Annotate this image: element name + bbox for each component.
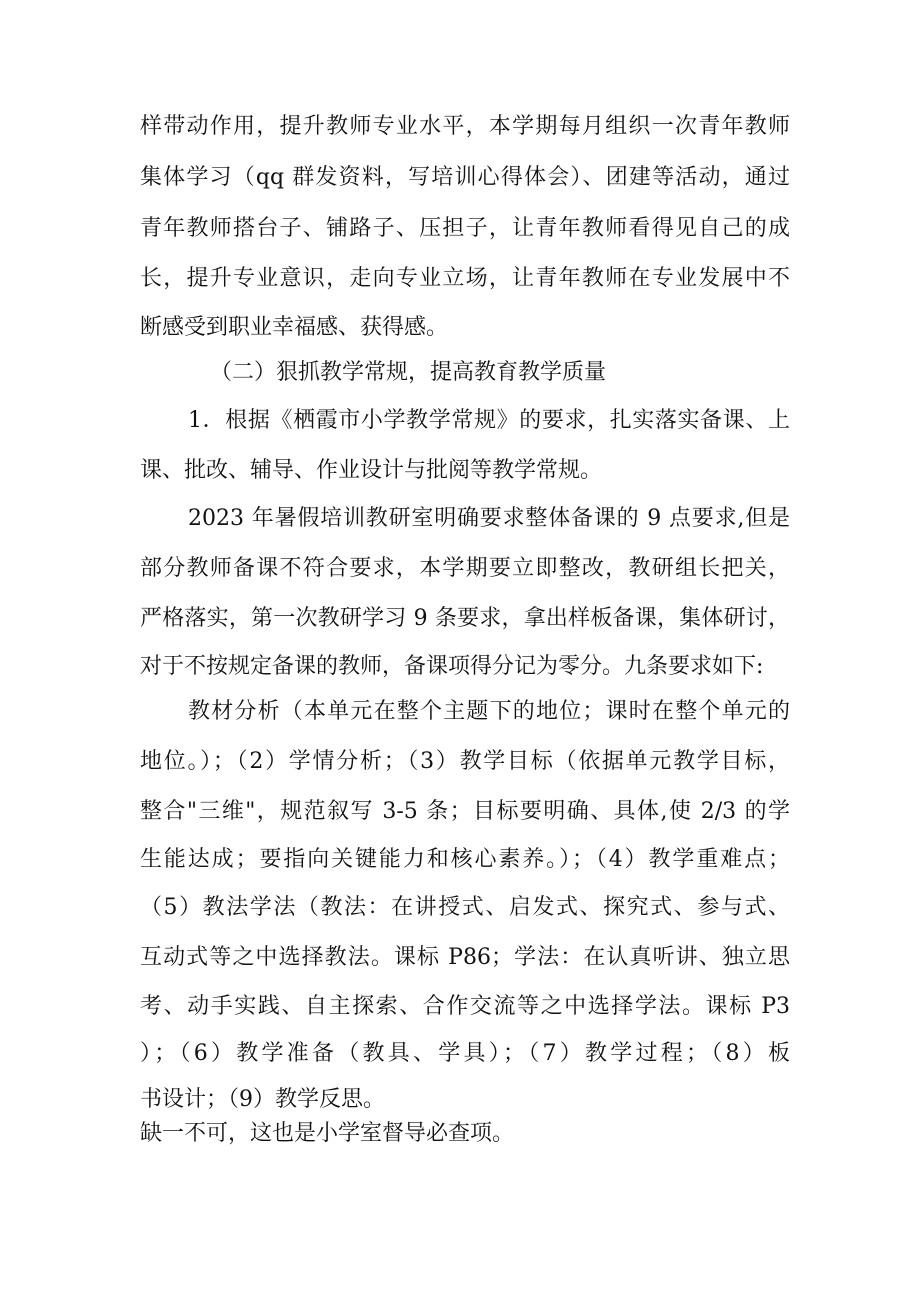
section-heading: （二）狠抓教学常规，提高教育教学质量: [210, 360, 607, 385]
paragraph-line: 生能达成；要指向关键能力和核心素养。）；（4）教学重难点；: [140, 847, 790, 872]
paragraph-line: 样带动作用，提升教师专业水平，本学期每月组织一次青年教师: [140, 114, 790, 139]
paragraph-line: 2023 年暑假培训教研室明确要求整体备课的 9 点要求,但是: [188, 506, 790, 531]
paragraph-line: 1．根据《栖霞市小学教学常规》的要求，扎实落实备课、上: [188, 408, 790, 433]
paragraph-line: 考、动手实践、自主探索、合作交流等之中选择学法。课标 P3: [140, 994, 790, 1019]
paragraph-line: 长，提升专业意识，走向专业立场，让青年教师在专业发展中不: [140, 266, 790, 291]
paragraph-line: （5）教法学法（教法：在讲授式、启发式、探究式、参与式、: [140, 895, 790, 920]
paragraph-line: 书设计；（9）教学反思。: [140, 1087, 385, 1112]
paragraph-line: 部分教师备课不符合要求，本学期要立即整改，教研组长把关，: [140, 556, 790, 581]
paragraph-line: 青年教师搭台子、铺路子、压担子，让青年教师看得见自己的成: [140, 216, 790, 241]
paragraph-line: 整合"三维"，规范叙写 3-5 条；目标要明确、具体,使 2/3 的学: [140, 799, 790, 824]
paragraph-line: 缺一不可，这也是小学室督导必查项。: [140, 1121, 515, 1146]
paragraph-line: 互动式等之中选择教法。课标 P86；学法：在认真听讲、独立思: [140, 945, 790, 970]
paragraph-line: 集体学习（qq 群发资料，写培训心得体会）、团建等活动，通过: [140, 165, 790, 190]
paragraph-line: 地位。）；（2）学情分析；（3）教学目标（依据单元教学目标，: [140, 749, 790, 774]
paragraph-line: 对于不按规定备课的教师，备课项得分记为零分。九条要求如下:: [140, 654, 764, 679]
paragraph-line: 课、批改、辅导、作业设计与批阅等教学常规。: [140, 458, 603, 483]
paragraph-line: ）；（6）教学准备（教具、学具）；（7）教学过程；（8）板: [140, 1041, 790, 1066]
paragraph-line: 断感受到职业幸福感、获得感。: [140, 315, 449, 340]
paragraph-line: 严格落实，第一次教研学习 9 条要求，拿出样板备课，集体研讨，: [140, 606, 790, 631]
paragraph-line: 教材分析（本单元在整个主题下的地位；课时在整个单元的: [188, 699, 790, 724]
